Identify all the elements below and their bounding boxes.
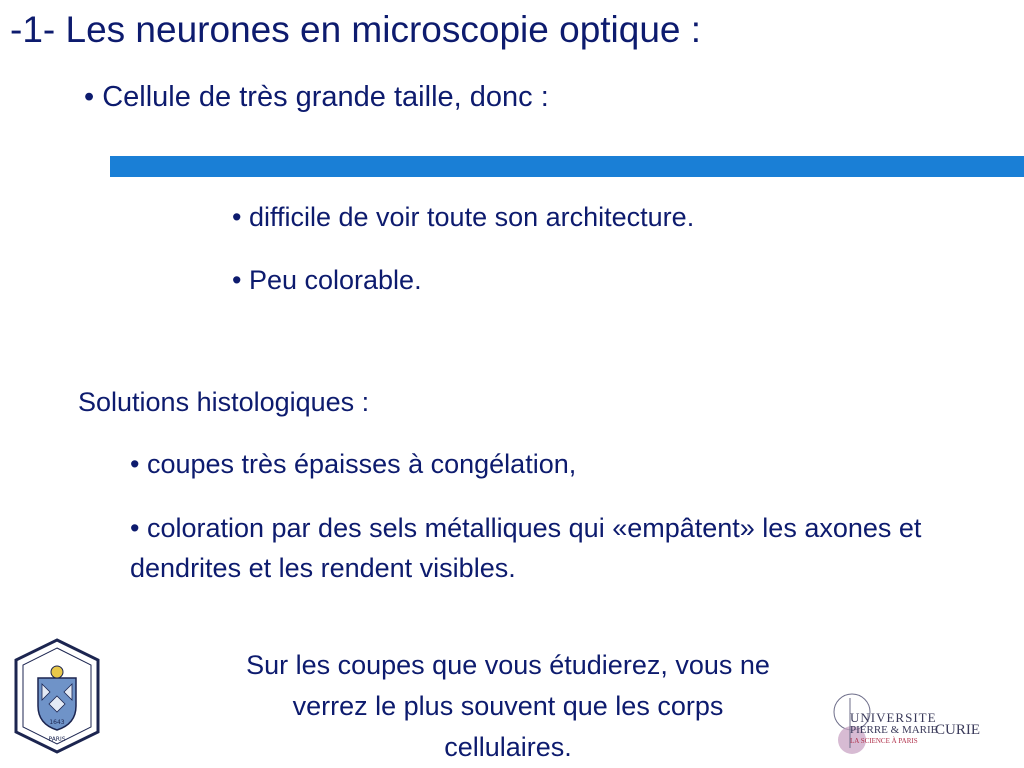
solutions-heading: Solutions histologiques : [78, 387, 370, 417]
bullet-cell-size: • Cellule de très grande taille, donc : [84, 81, 549, 113]
solution-thick-sections: • coupes très épaisses à congélation, [130, 449, 577, 479]
upmc-line3: CURIE [935, 722, 980, 738]
svg-text:PARIS: PARIS [48, 736, 66, 743]
upmc-logo-icon [830, 688, 1000, 760]
slide-title: -1- Les neurones en microscopie optique : [10, 9, 702, 50]
accent-bar [110, 156, 1024, 177]
bullet-colorable: • Peu colorable. [232, 265, 422, 295]
svg-text:1643: 1643 [49, 719, 65, 726]
solution-metal-staining: • coloration par des sels métalliques qui «empâtent» les axones et dendrites et les rendent visibles. [130, 513, 922, 583]
upmc-line2: PIERRE & MARIE [850, 724, 938, 736]
conclusion-text: Sur les coupes que vous étudierez, vous ne verrez le plus souvent que les corps cellulaires. [246, 650, 770, 762]
upmc-line1: UNIVERSITE [850, 710, 937, 725]
upmc-tagline: LA SCIENCE À PARIS [850, 737, 918, 745]
bullet-architecture: • difficile de voir toute son architecture. [232, 202, 695, 232]
faculty-seal-icon [12, 638, 102, 754]
